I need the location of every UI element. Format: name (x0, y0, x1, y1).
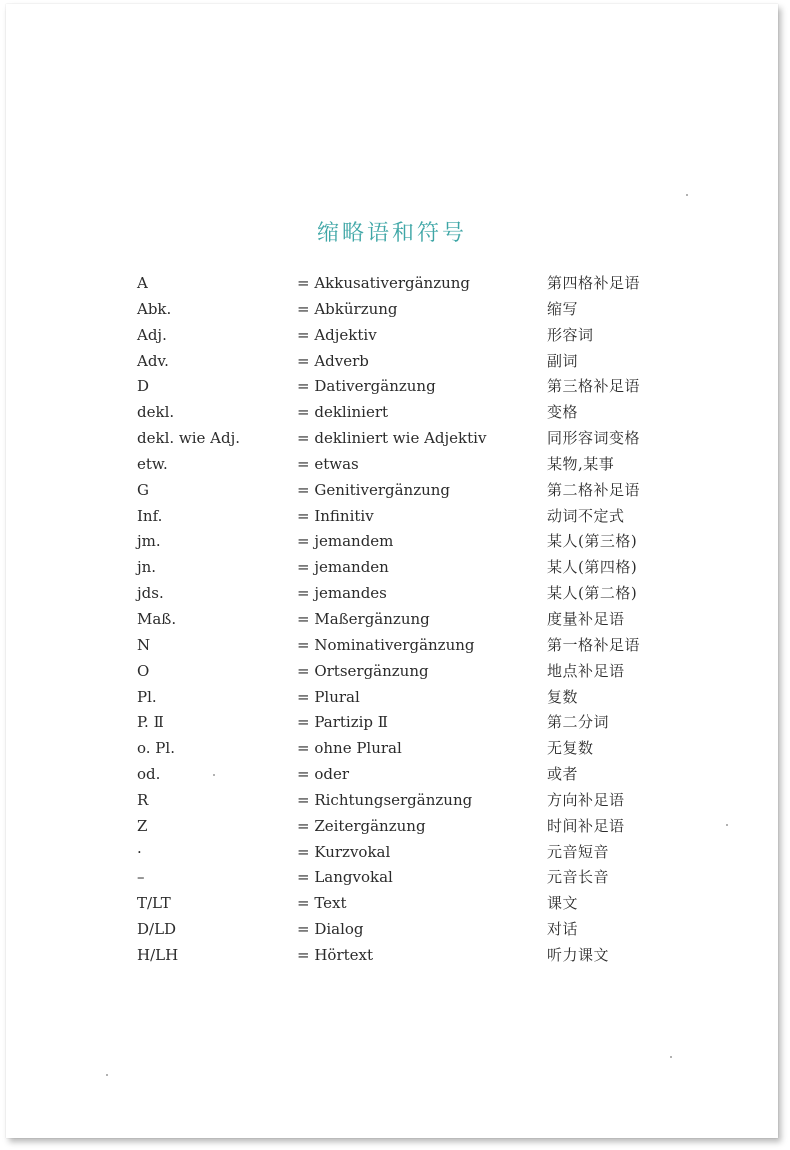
chinese-meaning: 某人(第三格) (547, 532, 638, 551)
german-meaning: = jemandes (297, 584, 387, 603)
page-title: 缩略语和符号 (316, 221, 467, 246)
chinese-meaning: 第四格补足语 (547, 274, 641, 292)
chinese-meaning: 某人(第二格) (547, 584, 638, 603)
chinese-meaning: 复数 (547, 687, 579, 706)
abbreviation: dekl. (137, 403, 175, 422)
german-meaning: = Akkusativergänzung (297, 274, 471, 292)
list-item (6, 892, 778, 918)
chinese-meaning: 元音长音 (547, 868, 610, 887)
german-meaning: = Nominativergänzung (297, 635, 475, 654)
chinese-meaning: 动词不定式 (547, 506, 625, 525)
abbreviation: H/LH (137, 945, 179, 964)
abbreviation: etw. (137, 454, 168, 473)
paper-speck (686, 194, 688, 196)
german-meaning: = dekliniert (297, 403, 389, 422)
abbreviation: o. Pl. (137, 739, 175, 758)
list-item (6, 350, 778, 376)
list-item (6, 324, 778, 350)
chinese-meaning: 第一格补足语 (547, 635, 641, 654)
chinese-meaning: 元音短音 (547, 842, 610, 861)
list-item (6, 711, 778, 737)
abbreviation: od. (137, 765, 161, 784)
chinese-meaning: 某物,某事 (547, 454, 615, 473)
list-item (6, 660, 778, 686)
list-item (6, 944, 778, 970)
chinese-meaning: 课文 (547, 894, 579, 913)
abbreviation: Abk. (137, 299, 172, 318)
german-meaning: = Text (297, 894, 347, 913)
paper-speck (726, 824, 728, 826)
german-meaning: = jemanden (297, 558, 389, 577)
list-item (6, 815, 778, 841)
chinese-meaning: 第二格补足语 (547, 480, 641, 499)
paper-speck (213, 774, 215, 776)
abbreviation: Inf. (137, 506, 163, 525)
abbreviation: P. Ⅱ (137, 713, 164, 732)
abbreviation: N (137, 635, 151, 654)
chinese-meaning: 地点补足语 (547, 661, 625, 680)
list-item (6, 401, 778, 427)
abbreviation: R (137, 790, 149, 809)
abbreviation: jds. (137, 584, 164, 603)
chinese-meaning: 缩写 (547, 299, 579, 318)
paper-speck (106, 1074, 108, 1076)
chinese-meaning: 无复数 (547, 739, 594, 758)
list-item (6, 530, 778, 556)
list-item (6, 918, 778, 944)
list-item (6, 737, 778, 763)
list-item (6, 763, 778, 789)
german-meaning: = Dialog (297, 920, 364, 939)
chinese-meaning: 或者 (547, 765, 579, 784)
abbreviation: Maß. (137, 609, 177, 628)
chinese-meaning: 副词 (547, 351, 579, 370)
abbreviation: O (137, 661, 150, 680)
chinese-meaning: 度量补足语 (547, 609, 625, 628)
list-item (6, 272, 778, 298)
abbreviation: – (137, 868, 145, 887)
german-meaning: = Plural (297, 687, 360, 706)
chinese-meaning: 方向补足语 (547, 790, 625, 809)
page-sheet (6, 4, 778, 1138)
abbreviation: Z (137, 816, 148, 835)
chinese-meaning: 同形容词变格 (547, 429, 641, 448)
german-meaning: = Partizip Ⅱ (297, 713, 388, 732)
chinese-meaning: 对话 (547, 920, 579, 939)
german-meaning: = oder (297, 765, 350, 784)
list-item (6, 375, 778, 401)
abbreviation: Adj. (137, 325, 167, 344)
list-item (6, 841, 778, 867)
abbreviation: · (137, 842, 142, 861)
chinese-meaning: 时间补足语 (547, 816, 625, 835)
list-item (6, 582, 778, 608)
chinese-meaning: 形容词 (547, 325, 594, 344)
german-meaning: = Abkürzung (297, 299, 398, 318)
abbreviation: T/LT (137, 894, 171, 913)
abbreviation: dekl. wie Adj. (137, 429, 241, 448)
german-meaning: = Zeitergänzung (297, 816, 426, 835)
german-meaning: = Genitivergänzung (297, 480, 451, 499)
abbreviation: G (137, 480, 149, 499)
paper-speck (670, 1056, 672, 1058)
chinese-meaning: 第三格补足语 (547, 377, 641, 396)
abbreviation: D (137, 377, 150, 396)
german-meaning: = Adjektiv (297, 325, 377, 344)
german-meaning: = Hörtext (297, 945, 374, 964)
chinese-meaning: 听力课文 (547, 945, 610, 964)
abbreviation-list (6, 272, 778, 970)
list-item (6, 505, 778, 531)
abbreviation: jn. (137, 558, 157, 577)
list-item (6, 866, 778, 892)
list-item (6, 479, 778, 505)
german-meaning: = etwas (297, 454, 359, 473)
list-item (6, 686, 778, 712)
list-item (6, 427, 778, 453)
chinese-meaning: 某人(第四格) (547, 558, 638, 577)
abbreviation: jm. (137, 532, 161, 551)
german-meaning: = Ortsergänzung (297, 661, 429, 680)
chinese-meaning: 第二分词 (547, 713, 610, 732)
list-item (6, 453, 778, 479)
abbreviation: Pl. (137, 687, 157, 706)
abbreviation: D/LD (137, 920, 177, 939)
list-item (6, 298, 778, 324)
german-meaning: = Kurzvokal (297, 842, 391, 861)
abbreviation: Adv. (137, 351, 169, 370)
german-meaning: = Infinitiv (297, 506, 374, 525)
german-meaning: = Langvokal (297, 868, 393, 887)
german-meaning: = ohne Plural (297, 739, 402, 758)
german-meaning: = jemandem (297, 532, 394, 551)
list-item (6, 608, 778, 634)
german-meaning: = Maßergänzung (297, 609, 430, 628)
chinese-meaning: 变格 (547, 403, 579, 422)
german-meaning: = Richtungsergänzung (297, 790, 473, 809)
list-item (6, 634, 778, 660)
list-item (6, 789, 778, 815)
german-meaning: = Dativergänzung (297, 377, 436, 396)
german-meaning: = dekliniert wie Adjektiv (297, 429, 487, 448)
german-meaning: = Adverb (297, 351, 369, 370)
abbreviation: A (137, 274, 148, 292)
list-item (6, 556, 778, 582)
